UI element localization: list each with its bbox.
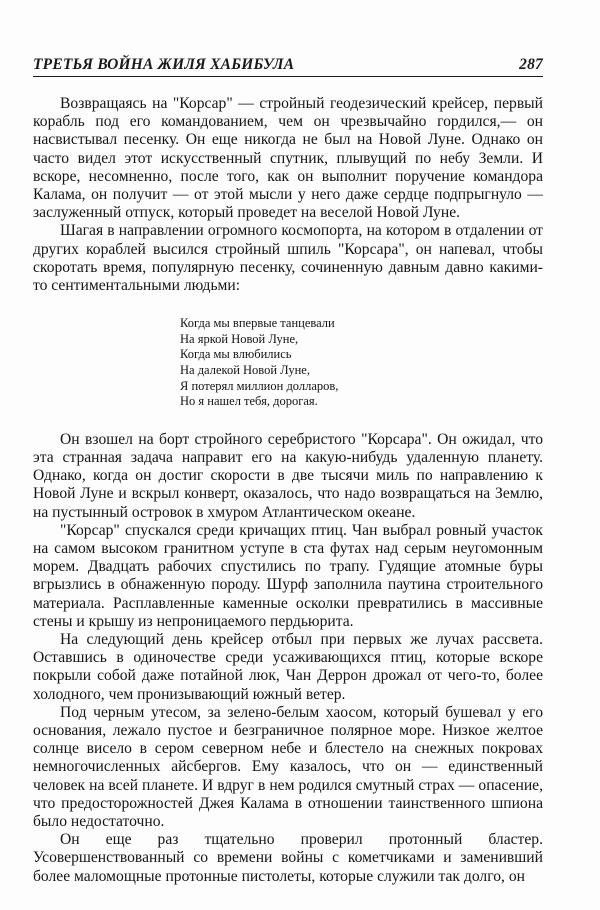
paragraph: Под черным утесом, за зелено-белым хаосом, который бушевал у его основания, лежало пустое и безграничное полярное море. Низкое желтое солнце висело в сером северном небе и блестело на снежных покровах немногочисленных айсбергов. Ему казалось, что он — единственный человек на всей планете. И вдруг в нем родился смутный страх — опасение, что предосторожностей Джея Калама в отношении таинственного шпиона было недостаточно. — [33, 703, 543, 831]
paragraph: Шагая в направлении огромного космопорта, на котором в отдалении от других кораблей высился стройный шпиль "Корсара", он напевал, чтобы скоротать время, популярную песенку, сочиненную давным давно какими-то сентиментальными людьми: — [33, 222, 543, 295]
paragraph: Он взошел на борт стройного серебристого "Корсара". Он ожидал, что эта странная задача направит его на какую-нибудь удаленную планету. Однако, когда он достиг скорости в две тысячи миль по направлению к Новой Луне и вскрыл конверт, оказалось, что надо возвращаться на Землю, на пустынный островок в хмуром Атлантическом океане. — [33, 430, 543, 521]
verse-line: Я потерял миллион долларов, — [180, 378, 339, 393]
paragraph: Он еще раз тщательно проверил протонный бластер. Усовершенствованный со времени войны с кометчиками и заменивший более маломощные протонные пистолеты, которые служили так долго, он — [33, 831, 543, 885]
song-verse — [180, 316, 543, 410]
paragraph: На следующий день крейсер отбыл при первых же лучах рассвета. Оставшись в одиночестве среди усаживающихся птиц, которые вскоре покрыли собой даже потайной люк, Чан Деррон дрожал от чего-то, более холодного, чем пронизывающий южный ветер. — [33, 631, 543, 703]
verse-line: На далекой Новой Луне, — [180, 363, 310, 378]
page-number: 287 — [519, 56, 543, 73]
page-body — [33, 95, 543, 886]
paragraph: "Корсар" спускался среди кричащих птиц. Чан выбрал ровный участок на самом высоком гранитном уступе в ста футах над серым неугомонным морем. Двадцать рабочих спустились по трапу. Гудящие атомные буры вгрызлись в обнаженную породу. Шурф заполнила паутина строительного материала. Расплавленные каменные осколки превратились в массивные стены и крышу из непроницаемого пердьюрита. — [33, 521, 543, 630]
running-title: ТРЕТЬЯ ВОЙНА ЖИЛЯ ХАБИБУЛА — [33, 56, 295, 73]
running-header — [33, 56, 543, 77]
verse-line: Когда мы влюбились — [180, 347, 292, 362]
verse-line: Когда мы впервые танцевали — [180, 316, 335, 331]
verse-line: Но я нашел тебя, дорогая. — [180, 394, 318, 409]
verse-line: На яркой Новой Луне, — [180, 331, 299, 346]
paragraph: Возвращаясь на "Корсар" — стройный геодезический крейсер, первый корабль под его командованием, чем он чрезвычайно гордился,— он насвистывал песенку. Он еще никогда не был на Новой Луне. Однако он часто видел этот искусственный спутник, плывущий по небу Земли. И вскоре, несомненно, после того, как он выполнит поручение командора Калама, он получит — от этой мысли у него даже сердце подпрыгнуло — заслуженный отпуск, который проведет на веселой Новой Луне. — [33, 95, 543, 222]
